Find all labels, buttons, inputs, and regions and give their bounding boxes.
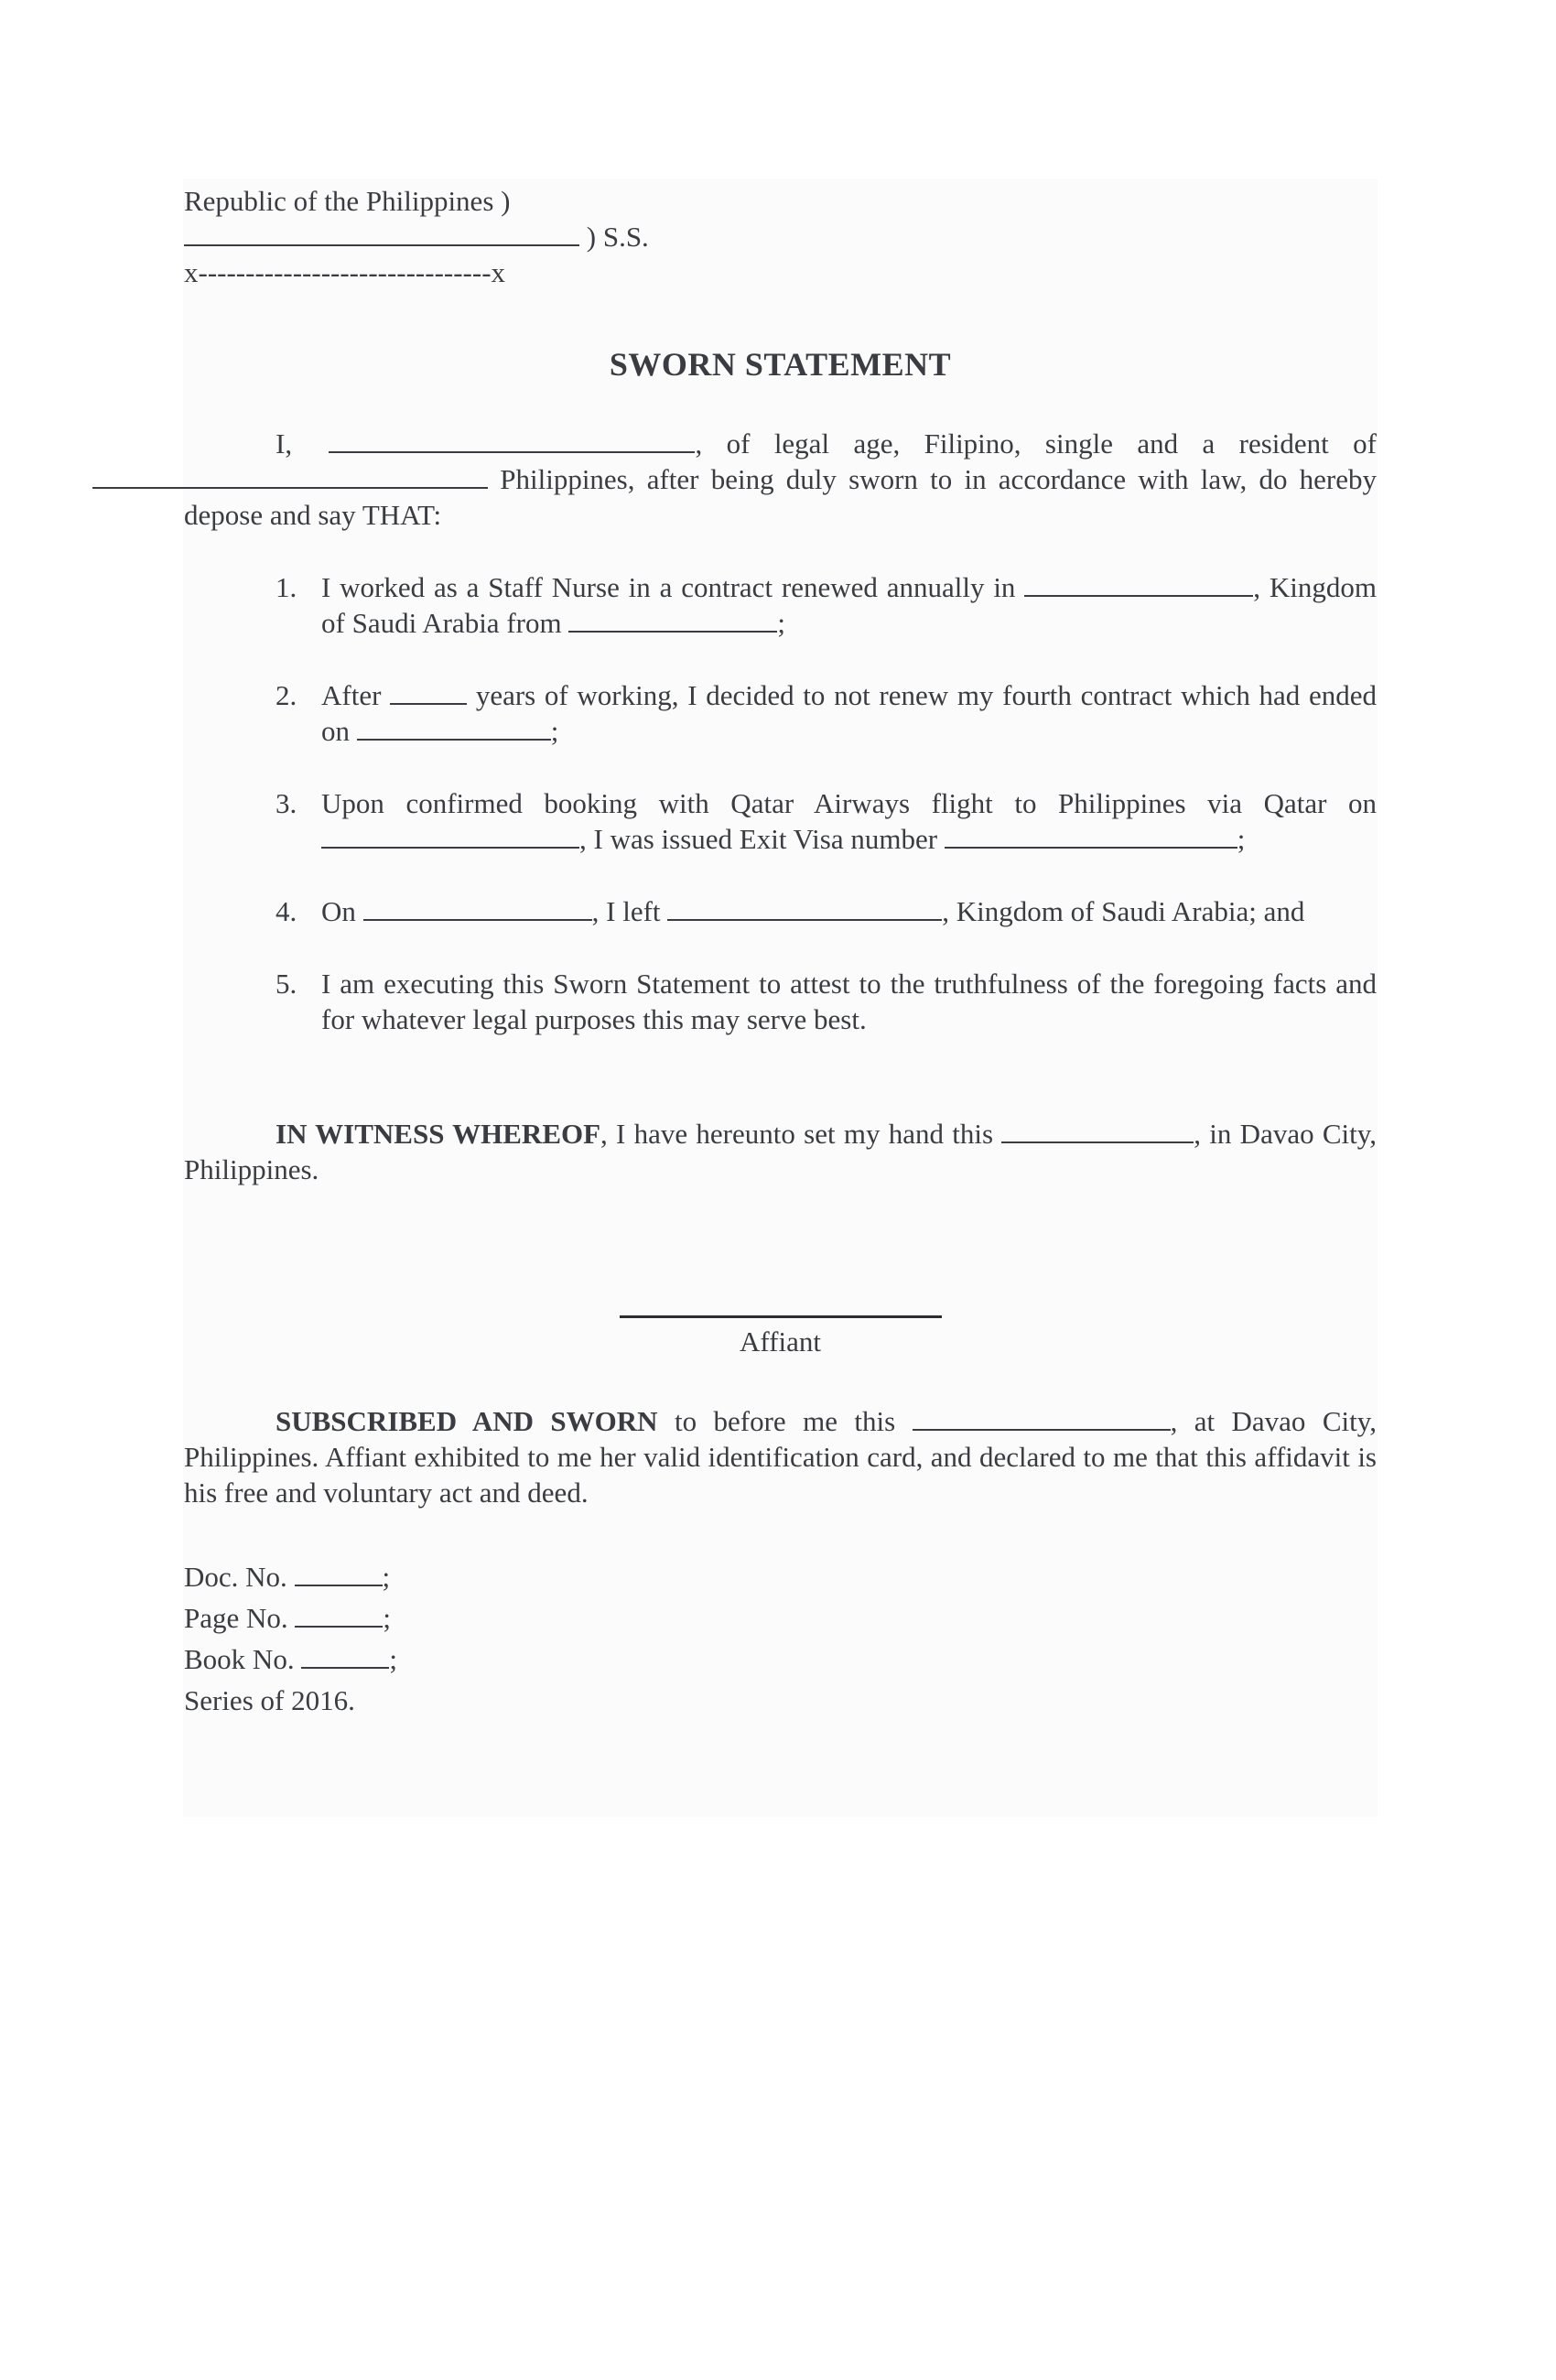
city-blank[interactable]	[184, 219, 579, 246]
departure-city-blank[interactable]	[667, 893, 942, 921]
page-number-line: Page No. ;	[184, 1602, 392, 1634]
doc-number-blank[interactable]	[295, 1559, 383, 1586]
venue-caption	[184, 183, 1377, 290]
witness-date-blank[interactable]	[1001, 1116, 1194, 1143]
flight-date-blank[interactable]	[321, 821, 579, 849]
departure-date-blank[interactable]	[363, 893, 592, 921]
years-blank[interactable]	[390, 677, 467, 705]
venue-line-city	[184, 219, 1377, 254]
exit-visa-number-blank[interactable]	[945, 821, 1237, 849]
ss-label: ) S.S.	[586, 221, 649, 253]
jurat-date-blank[interactable]	[913, 1403, 1171, 1431]
page-number-blank[interactable]	[295, 1600, 383, 1628]
signature-block	[184, 1315, 1377, 1359]
affiant-signature-line[interactable]	[620, 1315, 942, 1318]
statement-item: 5. I am executing this Sworn Statement to attest to the truthfulness of the foregoing facts and for whatever legal purposes this may serve best.	[276, 968, 1377, 1035]
affiant-label: Affiant	[740, 1325, 821, 1358]
affiant-name-blank[interactable]	[329, 426, 695, 453]
residence-blank[interactable]	[92, 461, 488, 489]
intro-paragraph: I, , of legal age, Filipino, single and a resident of Philippines, after being duly sworn to in accordance with law, do hereby depose and say THAT:	[184, 426, 1377, 533]
statement-list	[184, 569, 1377, 1037]
statement-item: 3. Upon confirmed booking with Qatar Airways flight to Philippines via Qatar on , I was issued Exit Visa number ;	[276, 787, 1377, 855]
venue-line-country: Republic of the Philippines )	[184, 185, 511, 217]
book-number-blank[interactable]	[301, 1641, 389, 1669]
start-date-blank[interactable]	[568, 605, 777, 633]
jurat-paragraph: SUBSCRIBED AND SWORN to before me this , at Davao City, Philippines. Affiant exhibited to me her valid identification card, and declared to me that this affidavit is his free and voluntary act and deed.	[184, 1405, 1377, 1509]
statement-item: 2. After years of working, I decided to not renew my fourth contract which had ended on ;	[276, 679, 1378, 747]
caption-separator: x-------------------------------x	[184, 256, 506, 288]
statement-item: 1. I worked as a Staff Nurse in a contract renewed annually in , Kingdom of Saudi Arabia from ;	[276, 571, 1377, 639]
series-line: Series of 2016.	[184, 1684, 355, 1716]
book-number-line: Book No. ;	[184, 1643, 397, 1675]
statement-item: 4. On , I left , Kingdom of Saudi Arabia; and	[276, 895, 1305, 927]
doc-number-line: Doc. No. ;	[184, 1561, 391, 1593]
sworn-statement-document	[184, 183, 1377, 1721]
document-title: SWORN STATEMENT	[609, 346, 952, 383]
workplace-blank[interactable]	[1024, 569, 1253, 597]
notarial-register	[184, 1556, 1377, 1721]
contract-end-date-blank[interactable]	[357, 713, 551, 741]
witness-paragraph: IN WITNESS WHEREOF, I have hereunto set my hand this , in Davao City, Philippines.	[184, 1118, 1377, 1185]
